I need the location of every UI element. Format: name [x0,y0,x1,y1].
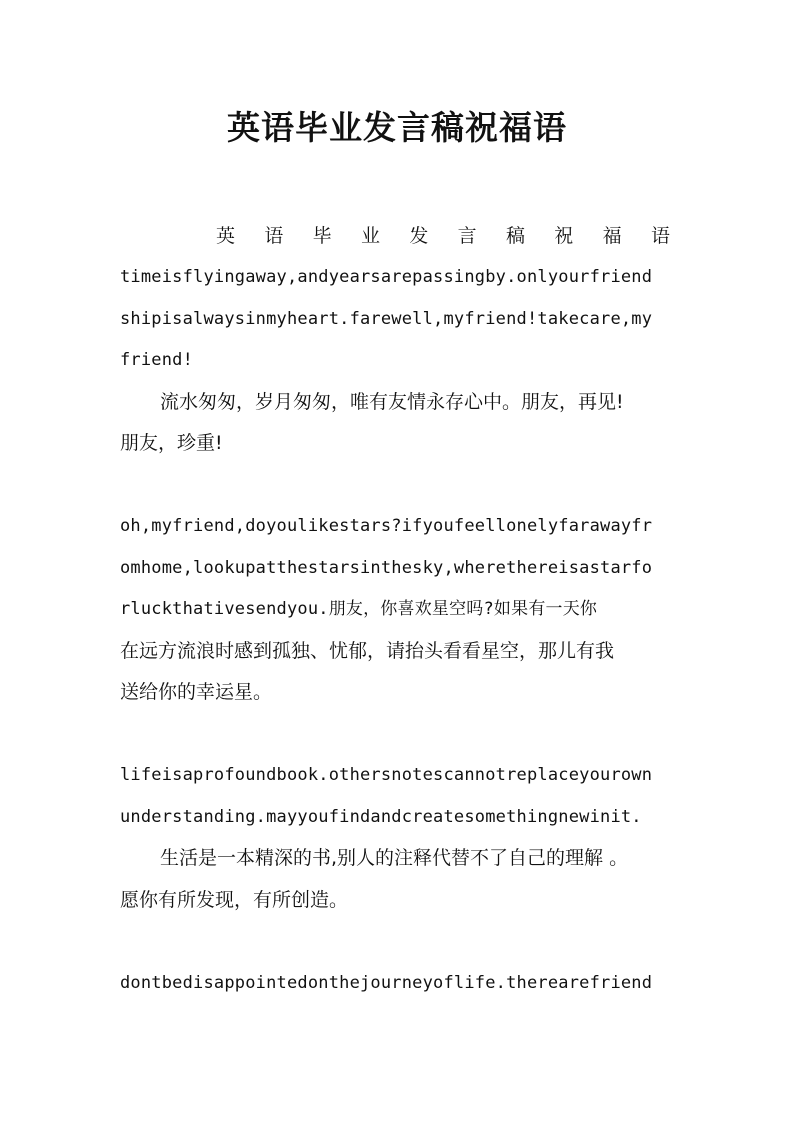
text-line: understanding.mayyoufindandcreatesomethingnewinit. [120,807,642,827]
text-line: 送给你的幸运星。 [120,681,273,703]
text-line: omhome,lookupatthestarsinthesky,wherethereisastarfo [120,558,653,578]
text-line: 在远方流浪时感到孤独、忧郁，请抬头看看星空，那儿有我 [120,640,615,662]
heading-char: 发 [409,225,429,247]
heading-char: 祝 [554,225,574,247]
heading-char: 稿 [505,225,525,247]
heading-char: 言 [457,225,477,247]
spaced-heading [216,221,670,251]
text-line: 愿你有所发现，有所创造。 [120,889,349,911]
text-line: rluckthativesendyou.朋友，你喜欢星空吗?如果有一天你 [120,599,598,619]
text-line: 流水匆匆，岁月匆匆，唯有友情永存心中。朋友，再见! [160,391,624,413]
heading-char: 福 [602,225,622,247]
heading-char: 英 [216,225,236,247]
text-line: friend! [120,350,194,370]
text-line: shipisalwaysinmyheart.farewell,myfriend!takecare,my [120,309,653,329]
text-line: 朋友，珍重! [120,432,223,454]
text-line: lifeisaprofoundbook.othersnotescannotreplaceyourown [120,765,653,785]
page-title: 英语毕业发言稿祝福语 [227,108,567,147]
text-line: 生活是一本精深的书,别人的注释代替不了自己的理解 。 [160,847,629,869]
heading-char: 毕 [312,225,332,247]
heading-char: 语 [264,225,284,247]
text-line: timeisflyingaway,andyearsarepassingby.onlyourfriend [120,267,653,287]
heading-char: 业 [360,225,380,247]
text-line: dontbedisappointedonthejourneyoflife.therearefriend [120,973,653,993]
heading-char: 语 [650,225,670,247]
text-line: oh,myfriend,doyoulikestars?ifyoufeellonelyfarawayfr [120,516,653,536]
